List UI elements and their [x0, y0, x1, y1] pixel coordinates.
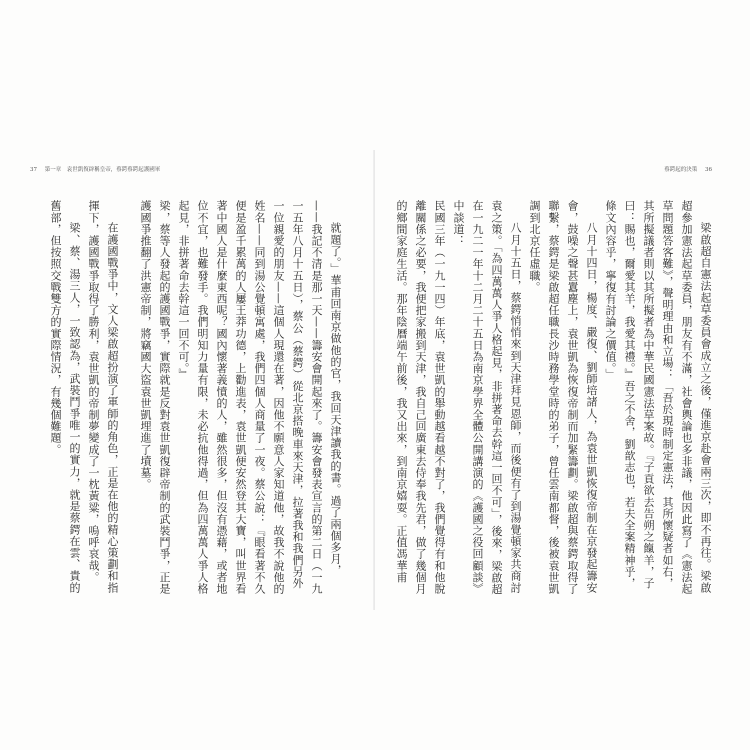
paragraph: 梁，蔡等人發起的護國戰爭，實際就是反對袁世凱復辟帝制的武裝鬥爭，正是護國爭推翻了洪憲帝制，將竊國大盜袁世凱埋進了墳墓。 [139, 200, 171, 595]
left-running-title: 第一章 袁世凱復辟稱皇帝，蔡鍔蔡鍔起護國軍 [44, 167, 161, 173]
paragraph: 八月十五日，蔡鍔悄悄來到天津拜見恩師，而後便有了到湯覺頓家共商討袁之策。「為四萬萬人爭人格起見，非拼著命去幹這一回不可」，後來，梁啟超在一九二一年十二月二十五日為南京學界全體公開講演的《護國之役回顧談》中談道： [452, 200, 522, 595]
paragraph: 就題了。」華甫回南京做他的官，我回天津讀我的書。過了兩個多月，——我記不清是那一天——籌安會開起來了。籌安會發表宣言的第二日（一九一五年八月十五日），蔡公（蔡鍔）從北京搭晚車來天津，拉著我和我們另外一位親愛的朋友——這個人現還在著，因他不願意人家知道他，故我不說他的姓名——同到湯公覺頓寓處，我們四個人商量了一夜。蔡公說：『眼看著不久便是盈千累萬的人屢王莽功德，上勸進表，袁世凱便安然登其大寶，叫世界看著中國人是什麼東西呢？國內懷著義憤的人，雖然很多，但沒有憑藉，或者地位不宜，也難發手。我們明知力量有限，未必抗他得過，但為四萬萬人爭人格起見，非拼著命去幹這一回不可。』 [177, 200, 342, 595]
right-running-title: 蔡鍔起的決策 [664, 167, 698, 173]
paragraph: 梁啟超自憲法起草委員會成立之後，僅進京赴會兩三次，即不再往。梁啟超參加憲法起草委員，朋友有不滿，社會輿論也多非議，他因此寫了《憲法起草問題答客難》，聲明理由和立場：「吾於現時制定憲法，其所懷疑者如右，其所擬議者則以其所擬者為中華民國憲法草案故。『子貢欲去告朔之餼羊，子曰：賜也，爾愛其羊，我愛其禮。』吾之不舍，劉歆志也，若夫全案精神乎，條文內容乎，寧復有討論之價值。」 [604, 200, 712, 595]
paragraph: 八月十四日，楊度、嚴復、劉師培諸人，為袁世凱恢復帝制在京發起籌安會，鼓噪之聲甚囂塵上，袁世凱為恢復帝制而加緊籌劃。梁啟超與蔡鍔取得了聯繫，蔡鍔是梁啟超任職長沙時務學堂時的弟子，曾任雲南都督，後被袁世凱調到北京任虛職。 [528, 200, 598, 595]
paragraph: 梁、蔡、湯三人，一致認為，武裝鬥爭唯一的實力，就是蔡鍔在雲、貴的舊部，但按照交戰雙方的實際情況，有幾個難題。 [49, 200, 81, 594]
left-page-number: 37 [30, 167, 37, 173]
left-body-text [45, 200, 345, 595]
right-page-number: 36 [705, 167, 712, 173]
block-quote: 民國三年（一九一四）年底，袁世凱的舉動越看越不對了，我們覺得有和他脫離關係之必要，我便把家搬到天津，我自己回廣東去侍奉我先君，做了幾個月的鄉間家庭生活。那年陰曆端午前後，我又出來，到南京嬉耍。正值馮華甫 [395, 200, 446, 595]
right-page [375, 0, 750, 750]
right-running-header [664, 165, 712, 173]
paragraph: 在護國戰爭中，文人梁啟超扮演了軍師的角色，正是在他的精心策劃和指揮下，護國戰爭取得了勝利，袁世凱的帝制夢變成了一枕黃粱，嗚呼哀哉。 [87, 200, 119, 594]
right-body-text [395, 200, 715, 595]
left-running-header [30, 165, 160, 173]
